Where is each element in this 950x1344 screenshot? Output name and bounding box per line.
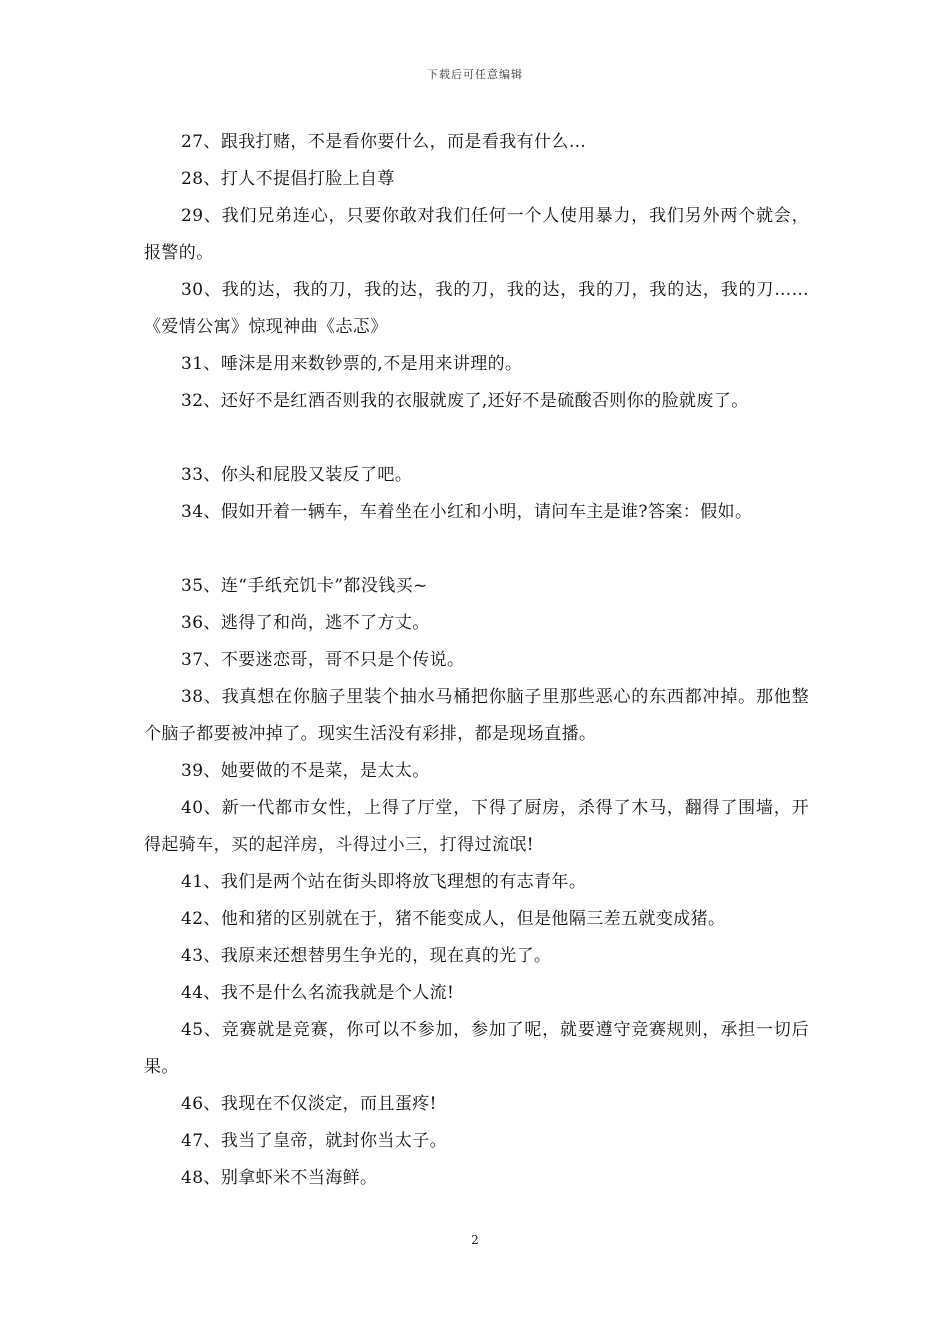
paragraph-32: 32、还好不是红酒否则我的衣服就废了,还好不是硫酸否则你的脸就废了。: [181, 391, 749, 411]
blank-line: [144, 420, 809, 457]
blank-line: [144, 531, 809, 568]
paragraph-33: 33、你头和屁股又装反了吧。: [181, 465, 413, 485]
paragraph-38: 38、我真想在你脑子里装个抽水马桶把你脑子里那些恶心的东西都冲掉。那他整个脑子都要被冲掉了。现实生活没有彩排，都是现场直播。: [144, 687, 809, 744]
paragraph-31: 31、唾沫是用来数钞票的,不是用来讲理的。: [181, 354, 523, 374]
paragraph-36: 36、逃得了和尚，逃不了方丈。: [181, 613, 430, 633]
page-header: 下载后可任意编辑: [427, 68, 523, 81]
paragraph-27: 27、跟我打赌，不是看你要什么，而是看我有什么…: [181, 132, 587, 152]
paragraph-46: 46、我现在不仅淡定，而且蛋疼!: [181, 1094, 437, 1114]
paragraph-35: 35、连“手纸充饥卡”都没钱买~: [181, 576, 428, 596]
paragraph-39: 39、她要做的不是菜，是太太。: [181, 761, 430, 781]
paragraph-44: 44、我不是什么名流我就是个人流!: [181, 983, 455, 1003]
paragraph-41: 41、我们是两个站在街头即将放飞理想的有志青年。: [181, 872, 587, 892]
paragraph-45: 45、竞赛就是竞赛，你可以不参加，参加了呢，就要遵守竞赛规则，承担一切后果。: [144, 1020, 809, 1077]
paragraph-30: 30、我的达，我的刀，我的达，我的刀，我的达，我的刀，我的达，我的刀……《爱情公寓》惊现神曲《忐忑》: [144, 280, 809, 337]
document-body: [144, 124, 809, 1197]
paragraph-34: 34、假如开着一辆车，车着坐在小红和小明，请问车主是谁?答案：假如。: [181, 502, 753, 522]
paragraph-29: 29、我们兄弟连心，只要你敢对我们任何一个人使用暴力，我们另外两个就会，报警的。: [144, 206, 809, 263]
paragraph-28: 28、打人不提倡打脸上自尊: [181, 169, 395, 189]
paragraph-47: 47、我当了皇帝，就封你当太子。: [181, 1131, 448, 1151]
paragraph-43: 43、我原来还想替男生争光的，现在真的光了。: [181, 946, 552, 966]
paragraph-37: 37、不要迷恋哥，哥不只是个传说。: [181, 650, 465, 670]
paragraph-48: 48、别拿虾米不当海鲜。: [181, 1168, 378, 1188]
page-number: 2: [471, 1233, 479, 1247]
paragraph-40: 40、新一代都市女性，上得了厅堂，下得了厨房，杀得了木马，翻得了围墙，开得起骑车，买的起洋房，斗得过小三，打得过流氓!: [144, 798, 809, 855]
paragraph-42: 42、他和猪的区别就在于，猪不能变成人，但是他隔三差五就变成猪。: [181, 909, 726, 929]
